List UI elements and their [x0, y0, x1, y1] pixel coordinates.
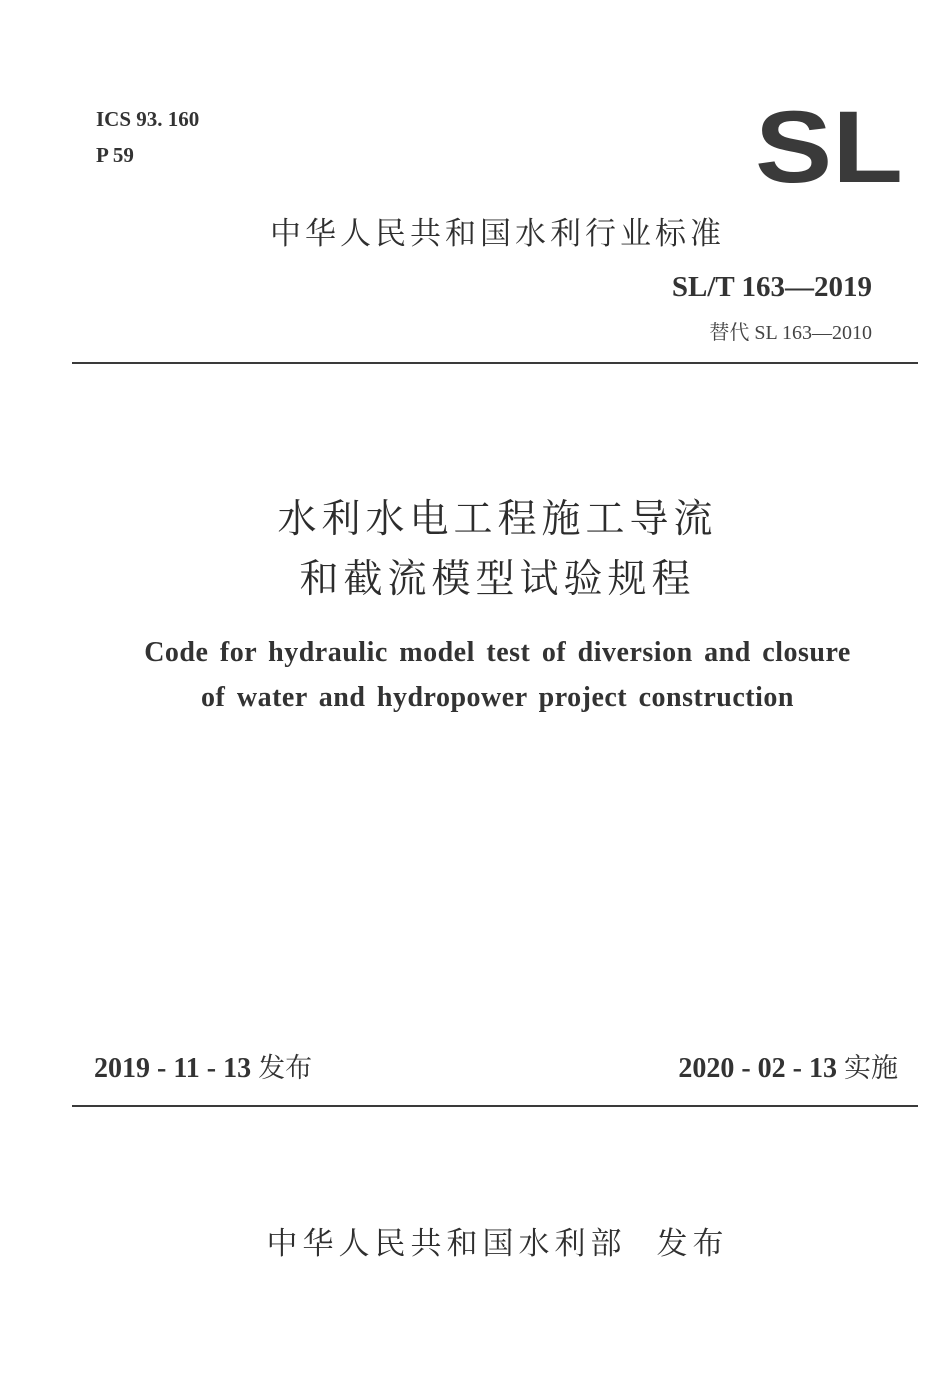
title-en-line-2: of water and hydropower project construction [201, 682, 794, 713]
issue-date [94, 1046, 312, 1085]
sl-logo-text: SL [755, 104, 903, 184]
sl-logo [755, 104, 903, 184]
industry-standard-title: 中华人民共和国水利行业标准 [270, 216, 725, 252]
publisher-action: 发布 [656, 1226, 729, 1262]
implementation-label: 实施 [844, 1053, 898, 1084]
document-title-cn [0, 490, 950, 610]
top-divider [72, 362, 918, 364]
standard-number: SL/T 163—2019 [671, 271, 872, 303]
implementation-date [678, 1046, 898, 1085]
ics-code: ICS 93. 160 [96, 107, 200, 131]
publisher-ministry: 中华人民共和国水利部 [266, 1226, 627, 1262]
bottom-divider [72, 1105, 918, 1107]
issue-label: 发布 [258, 1053, 313, 1084]
publisher [0, 1218, 950, 1263]
issue-date-value: 2019 - 11 - 13 [94, 1053, 252, 1084]
title-cn-line-1: 水利水电工程施工导流 [277, 497, 718, 542]
implementation-date-value: 2020 - 02 - 13 [678, 1053, 837, 1084]
title-en-line-1: Code for hydraulic model test of diversion and closure [144, 637, 851, 668]
document-title-en [0, 630, 950, 720]
classification-codes [96, 101, 199, 173]
title-cn-line-2: 和截流模型试验规程 [299, 557, 696, 602]
replaces-standard: 替代 SL 163—2010 [709, 322, 872, 344]
class-code: P 59 [96, 143, 134, 167]
